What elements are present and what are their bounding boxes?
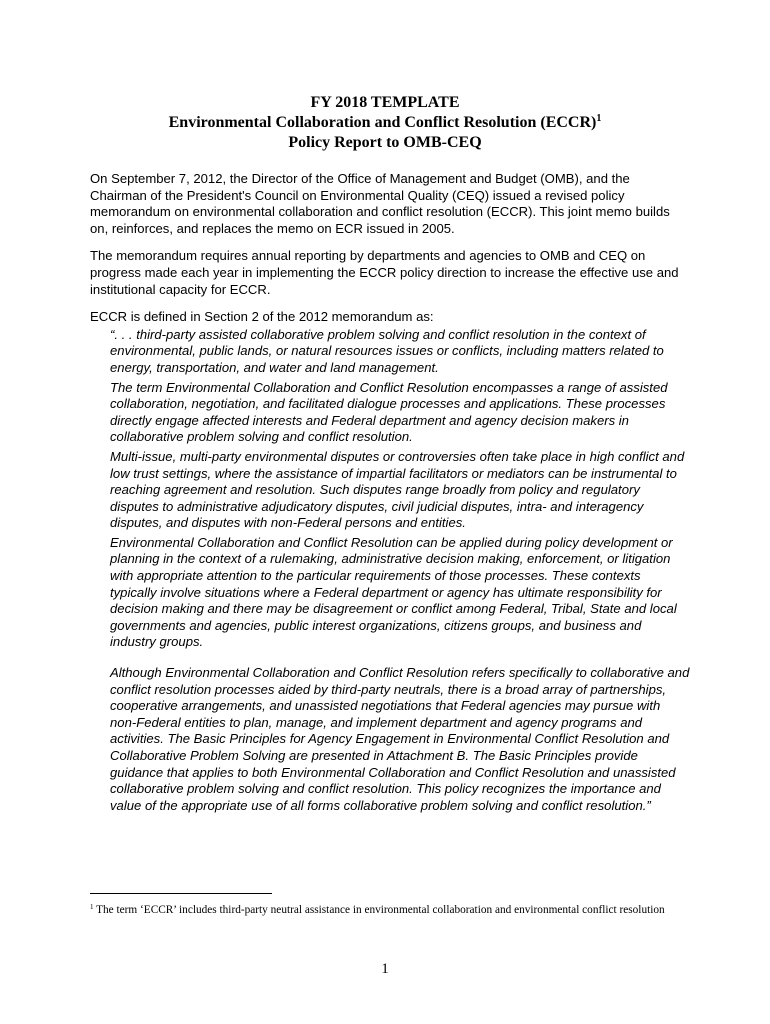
title-line-3: Policy Report to OMB-CEQ [288,134,482,151]
body-text [90,171,690,817]
paragraph-reporting: The memorandum requires annual reporting by departments and agencies to OMB and CEQ on progress made each year in implementing the ECCR policy direction to increase the effective use and institutional capacity for ECCR. [90,248,679,297]
footnote-divider [90,893,272,894]
quote-paragraph: “. . . third-party assisted collaborative problem solving and conflict resolution in the context of environmental, public lands, or natural resources issues or conflicts, including matters related to energy, transportation, and water and land management. [110,326,664,375]
footnote [90,903,690,918]
title-block [0,93,770,153]
quote-paragraph: The term Environmental Collaboration and Conflict Resolution encompasses a range of assisted collaboration, negotiation, and facilitated dialogue processes and applications. These processes directly engage affected interests and Federal department and agency decision makers in collaborative problem solving and conflict resolution. [110,379,668,445]
definition-quote [110,327,690,815]
page-number: 1 [381,961,389,977]
quote-paragraph: Environmental Collaboration and Conflict Resolution can be applied during policy development or planning in the context of a rulemaking, administrative decision making, enforcement, or litigation with appropriate attention to the particular requirements of those processes. These contexts typically involve situations where a Federal department or agency has ultimate responsibility for decision making and there may be disagreement or conflict among Federal, Tribal, State and local governments and agencies, public interest organizations, citizens groups, and business and industry groups. [110,534,677,650]
title-line-1: FY 2018 TEMPLATE [310,94,460,111]
paragraph-definition-lead: ECCR is defined in Section 2 of the 2012 memorandum as: [90,309,434,325]
title-line-2 [0,113,770,133]
footnote-text: The term ‘ECCR’ includes third-party neutral assistance in environmental collaboration and environmental conflict resolution [93,904,665,916]
footnote-reference[interactable]: 1 [596,113,602,124]
quote-paragraph: Multi-issue, multi-party environmental disputes or controversies often take place in high conflict and low trust settings, where the assistance of impartial facilitators or mediators can be instrumental to reaching agreement and resolution. Such disputes range broadly from policy and regulatory disputes to administrative adjudicatory disputes, civil judicial disputes, intra- and interagency disputes, and disputes with non-Federal persons and entities. [110,448,685,531]
quote-paragraph: Although Environmental Collaboration and Conflict Resolution refers specifically to collaborative and conflict resolution processes aided by third-party neutrals, there is a broad array of partnerships, cooperative arrangements, and unassisted negotiations that Federal agencies may pursue with non-Federal entities to plan, manage, and implement department and agency programs and activities. The Basic Principles for Agency Engagement in Environmental Conflict Resolution and Collaborative Problem Solving are presented in Attachment B. The Basic Principles provide guidance that applies to both Environmental Collaboration and Conflict Resolution and unassisted collaborative problem solving and conflict resolution. This policy recognizes the importance and value of the appropriate use of all forms collaborative problem solving and conflict resolution.” [110,665,690,813]
footnote-marker: 1 [90,903,94,911]
paragraph-intro: On September 7, 2012, the Director of the Office of Management and Budget (OMB), and the Chairman of the President's Council on Environmental Quality (CEQ) issued a revised policy memorandum on environmental collaboration and conflict resolution (ECCR). This joint memo builds on, reinforces, and replaces the memo on ECR issued in 2005. [90,171,670,236]
title-line-2-text: Environmental Collaboration and Conflict Resolution (ECCR) [168,114,597,131]
